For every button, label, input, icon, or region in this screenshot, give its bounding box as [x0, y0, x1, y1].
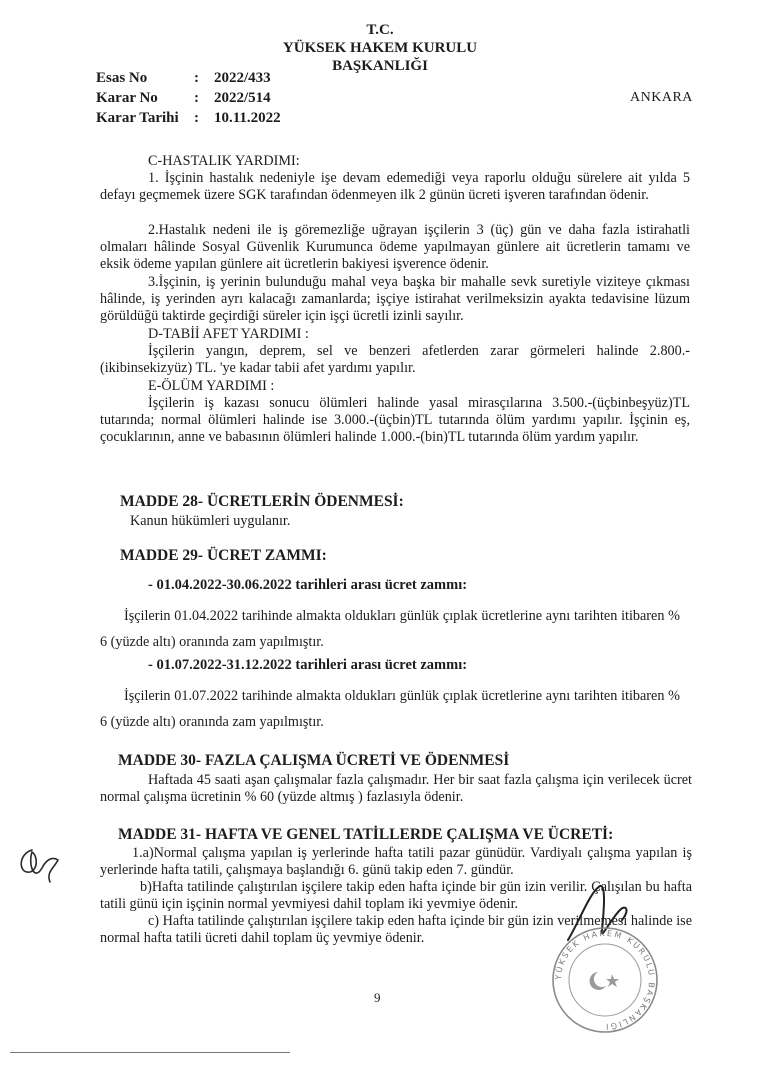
madde-29-sub2: - 01.07.2022-31.12.2022 tarihleri arası ücret zammı: [148, 657, 468, 673]
meta-value: 2022/514 [214, 90, 271, 106]
handwritten-margin-mark-icon [12, 842, 64, 888]
madde-29-p1: İşçilerin 01.04.2022 tarihinde almakta oldukları günlük çıplak ücretlerine aynı tarihten itibaren % 6 (yüzde altı) oranında zam yapılmıştır. [100, 608, 680, 650]
meta-colon: : [194, 110, 199, 126]
section-e-p1: İşçilerin iş kazası sonucu ölümleri halinde yasal mirasçılarına 3.500.-(üçbinbeşyüz)TL tutarında; normal ölümleri halinde ise 3.000.-(üçbin)TL tutarında ölüm yardımı yapılır. İşçinin eş, çocuklarının, anne ve babasının ölümleri halinde 1.000.-(bin)TL tutarında ölüm yardım yapılır. [100, 395, 690, 445]
header-city: ANKARA [630, 90, 693, 105]
meta-label: Esas No [96, 70, 148, 86]
madde-28-p1: Kanun hükümleri uygulanır. [130, 513, 291, 529]
official-seal-icon [540, 920, 670, 1040]
meta-block [96, 70, 356, 130]
madde-29-p2: İşçilerin 01.07.2022 tarihinde almakta oldukları günlük çıplak ücretlerine aynı tarihten itibaren % 6 (yüzde altı) oranında zam yapılmıştır. [100, 688, 680, 730]
meta-label: Karar No [96, 90, 158, 106]
seal-text: YÜKSEK HAKEM KURULU BAŞKANLIĞI [553, 928, 657, 1032]
section-c-title: C-HASTALIK YARDIMI: [148, 153, 300, 169]
madde-31-p2: b)Hafta tatilinde çalıştırılan işçilere takip eden hafta içinde bir gün izin verilir. Çalışılan bu hafta tatili günü için işçinin normal yevmiyesi dahil toplam iki yevmiye ödenir. [100, 879, 692, 912]
section-e-title: E-ÖLÜM YARDIMI : [148, 378, 275, 394]
header-tc: T.C. [366, 22, 394, 38]
madde-30-p1: Haftada 45 saati aşan çalışmalar fazla çalışmadır. Her bir saat fazla çalışma için verilecek ücret normal çalışma ücretinin % 60 (yüzde altmış ) fazlasıyla ödenir. [100, 772, 692, 805]
meta-value: 2022/433 [214, 70, 271, 86]
meta-value: 10.11.2022 [214, 110, 281, 126]
meta-colon: : [194, 90, 199, 106]
section-c-p2: 2.Hastalık nedeni ile iş göremezliğe uğrayan işçilerin 3 (üç) gün ve daha fazla istirahatli olmaları hâlinde Sosyal Güvenlik Kurumunca ödeme yapılmayan günlere ait ücretlerin tamamı ve eksik ödeme yapılan günlere ait ücretlerin bakiyesi işverence ödenir. [100, 222, 690, 272]
meta-row-tarih [96, 110, 356, 130]
madde-28-title: MADDE 28- ÜCRETLERİN ÖDENMESİ: [120, 493, 404, 510]
meta-colon: : [194, 70, 199, 86]
section-d-p1: İşçilerin yangın, deprem, sel ve benzeri afetlerden zarar görmeleri halinde 2.800.-(ikibinsekizyüz) TL. 'ye kadar tabii afet yardımı yapılır. [100, 343, 690, 376]
section-d-title: D-TABİİ AFET YARDIMI : [148, 326, 309, 342]
page-number: 9 [374, 990, 381, 1005]
section-c-p3: 3.İşçinin, iş yerinin bulunduğu mahal veya başka bir mahalle sevk suretiyle viziteye çıkması hâlinde, iş yerinden ayrı kalacağı zamanlarda; işçiye istirahat verilmeksizin ayakta tedavisine lüzum görüldüğü taktirde geçirdiği süreler için işçi ücretli izinli sayılır. [100, 274, 690, 324]
madde-31-title: MADDE 31- HAFTA VE GENEL TATİLLERDE ÇALIŞMA VE ÜCRETİ: [118, 826, 614, 843]
meta-label: Karar Tarihi [96, 110, 179, 126]
madde-29-sub1: - 01.04.2022-30.06.2022 tarihleri arası ücret zammı: [148, 577, 468, 593]
madde-31-p3: c) Hafta tatilinde çalıştırılan işçilere takip eden hafta içinde bir gün izin verilmemesi halinde ise normal hafta tatili ücreti dahil toplam üç yevmiye ödenir. [100, 913, 692, 946]
madde-31-p1: 1.a)Normal çalışma yapılan iş yerlerinde hafta tatili pazar günüdür. Vardiyalı çalışma yapılan iş yerlerinde hafta tatili, çalışmaya başlandığı 6. günü takip eden 7. gündür. [100, 845, 692, 878]
madde-29-title: MADDE 29- ÜCRET ZAMMI: [120, 547, 327, 564]
madde-30-title: MADDE 30- FAZLA ÇALIŞMA ÜCRETİ VE ÖDENMESİ [118, 752, 510, 769]
header-institution: YÜKSEK HAKEM KURULU [282, 40, 478, 56]
header-presidency: BAŞKANLIĞI [332, 58, 428, 74]
footer-divider [10, 1052, 290, 1053]
section-c-p1: 1. İşçinin hastalık nedeniyle işe devam edemediği veya raporlu olduğu sürelere ait yılda 5 defayı geçmemek üzere SGK tarafından ödenmeyen ilk 2 günün ücreti işveren tarafından ödenir. [100, 170, 690, 203]
meta-row-karar [96, 90, 356, 110]
meta-row-esas [96, 70, 356, 90]
